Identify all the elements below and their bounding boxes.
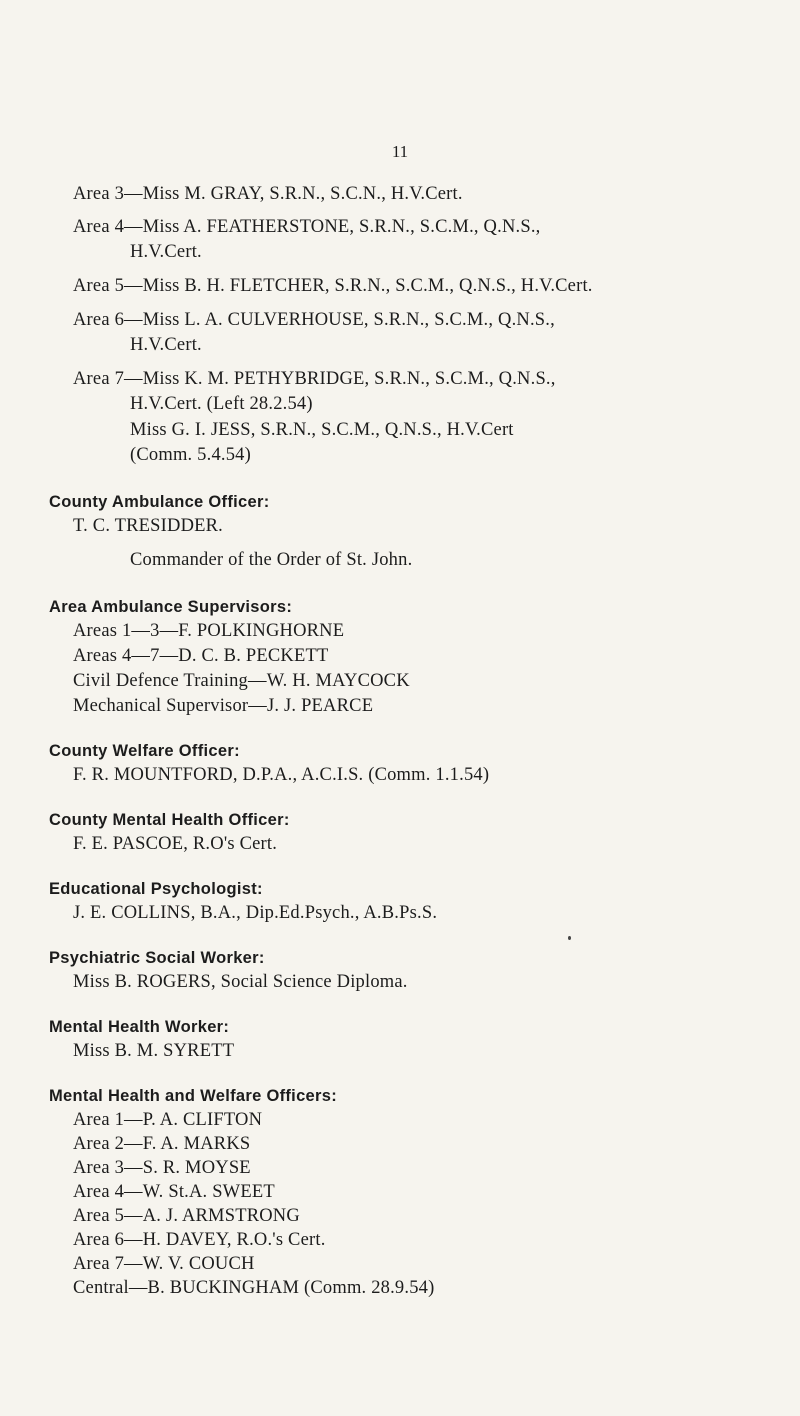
section-line: Area 7—W. V. COUCH: [73, 1254, 255, 1274]
section-line: Miss B. M. SYRETT: [73, 1041, 235, 1061]
nurse-line-area-6: Area 6—Miss L. A. CULVERHOUSE, S.R.N., S.C.M., Q.N.S.,: [73, 310, 555, 330]
section-line: Commander of the Order of St. John.: [130, 550, 413, 570]
section-line: Area 3—S. R. MOYSE: [73, 1158, 251, 1178]
nurse-line-area-7-successor-cont: (Comm. 5.4.54): [130, 445, 251, 465]
section-heading: Mental Health and Welfare Officers:: [49, 1087, 338, 1105]
section-line: J. E. COLLINS, B.A., Dip.Ed.Psych., A.B.Ps.S.: [73, 903, 438, 923]
nurse-line-area-7: Area 7—Miss K. M. PETHYBRIDGE, S.R.N., S.C.M., Q.N.S.,: [73, 369, 556, 389]
section-line: Miss B. ROGERS, Social Science Diploma.: [73, 972, 408, 992]
section-line: T. C. TRESIDDER.: [73, 516, 224, 536]
nurse-line-area-7-cont: H.V.Cert. (Left 28.2.54): [130, 394, 313, 414]
section-line: Mechanical Supervisor—J. J. PEARCE: [73, 696, 374, 716]
nurse-line-area-5: Area 5—Miss B. H. FLETCHER, S.R.N., S.C.M., Q.N.S., H.V.Cert.: [73, 276, 593, 296]
section-heading: County Welfare Officer:: [49, 742, 240, 760]
section-line: Central—B. BUCKINGHAM (Comm. 28.9.54): [73, 1278, 435, 1298]
section-heading: Mental Health Worker:: [49, 1018, 230, 1036]
section-heading: County Mental Health Officer:: [49, 811, 290, 829]
section-line: Areas 4—7—D. C. B. PECKETT: [73, 646, 329, 666]
section-line: Areas 1—3—F. POLKINGHORNE: [73, 621, 345, 641]
section-heading: Psychiatric Social Worker:: [49, 949, 265, 967]
page-number: 11: [391, 142, 409, 161]
section-line: Area 5—A. J. ARMSTRONG: [73, 1206, 300, 1226]
nurse-line-area-6-cont: H.V.Cert.: [130, 335, 202, 355]
section-line: F. R. MOUNTFORD, D.P.A., A.C.I.S. (Comm. 1.1.54): [73, 765, 490, 785]
paper-speck: [568, 936, 571, 940]
nurse-line-area-3: Area 3—Miss M. GRAY, S.R.N., S.C.N., H.V.Cert.: [73, 184, 463, 204]
section-line: Area 1—P. A. CLIFTON: [73, 1110, 263, 1130]
nurse-line-area-7-successor: Miss G. I. JESS, S.R.N., S.C.M., Q.N.S., H.V.Cert: [130, 420, 514, 440]
section-line: Area 2—F. A. MARKS: [73, 1134, 251, 1154]
section-heading: Area Ambulance Supervisors:: [49, 598, 293, 616]
section-line: Area 4—W. St.A. SWEET: [73, 1182, 275, 1202]
nurse-line-area-4-cont: H.V.Cert.: [130, 242, 202, 262]
nurse-line-area-4: Area 4—Miss A. FEATHERSTONE, S.R.N., S.C.M., Q.N.S.,: [73, 217, 541, 237]
section-heading: County Ambulance Officer:: [49, 493, 270, 511]
section-line: Area 6—H. DAVEY, R.O.'s Cert.: [73, 1230, 326, 1250]
section-line: F. E. PASCOE, R.O's Cert.: [73, 834, 278, 854]
section-line: Civil Defence Training—W. H. MAYCOCK: [73, 671, 410, 691]
section-heading: Educational Psychologist:: [49, 880, 263, 898]
